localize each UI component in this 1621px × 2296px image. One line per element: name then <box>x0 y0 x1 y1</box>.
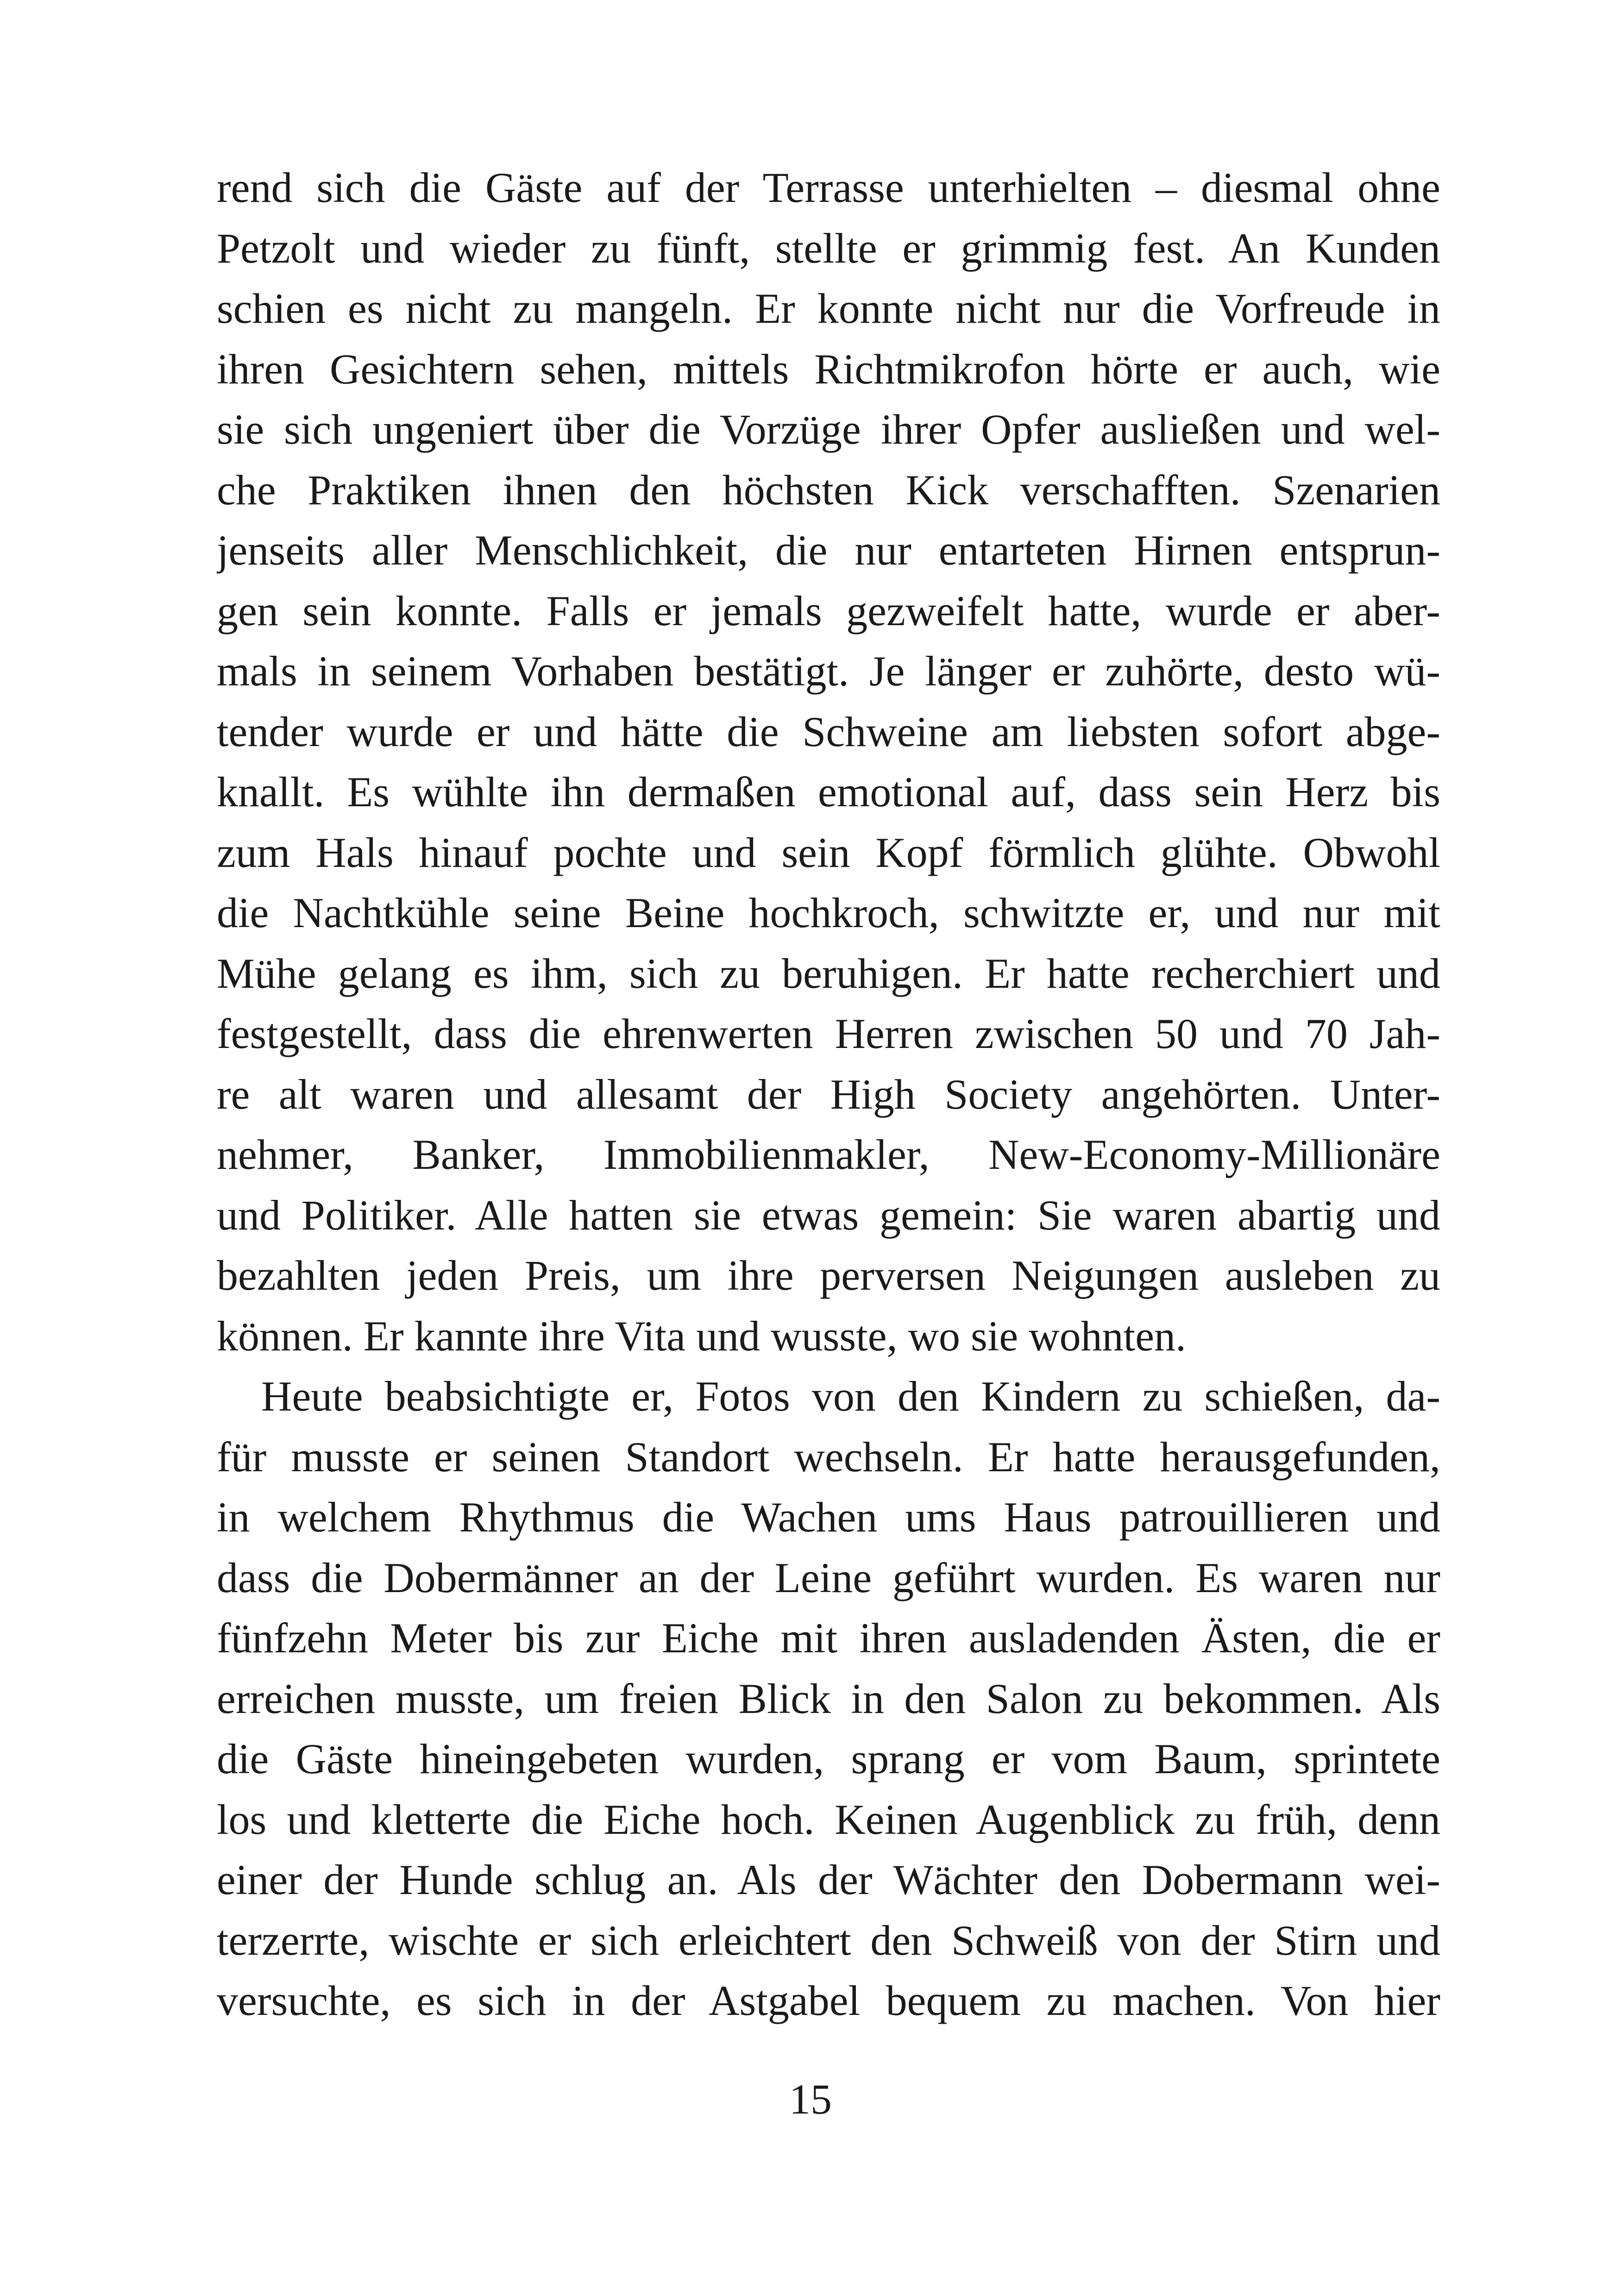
body-text <box>217 157 1440 2031</box>
text-line: in welchem Rhythmus die Wachen ums Haus patrouillieren und <box>217 1493 1440 1541</box>
text-line: für musste er seinen Standort wechseln. Er hatte herausgefunden, <box>217 1433 1440 1480</box>
text-line: sie sich ungeniert über die Vorzüge ihrer Opfer ausließen und wel- <box>217 406 1440 453</box>
text-line: versuchte, es sich in der Astgabel bequem zu machen. Von hier <box>217 1977 1440 2024</box>
text-line: jenseits aller Menschlichkeit, die nur entarteten Hirnen entsprun- <box>217 527 1440 574</box>
text-line: terzerrte, wischte er sich erleichtert den Schweiß von der Stirn und <box>217 1916 1440 1964</box>
text-line: nehmer, Banker, Immobilienmakler, New-Economy-Millionäre <box>217 1131 1440 1178</box>
text-line: schien es nicht zu mangeln. Er konnte nicht nur die Vorfreude in <box>217 285 1440 332</box>
text-line: bezahlten jeden Preis, um ihre perversen Neigungen ausleben zu <box>217 1252 1440 1299</box>
text-line: dass die Dobermänner an der Leine geführt wurden. Es waren nur <box>217 1554 1440 1601</box>
text-line: gen sein konnte. Falls er jemals gezweifelt hatte, wurde er aber- <box>217 587 1440 634</box>
text-line: re alt waren und allesamt der High Society angehörten. Unter- <box>217 1070 1440 1118</box>
text-line: los und kletterte die Eiche hoch. Keinen Augenblick zu früh, denn <box>217 1795 1440 1843</box>
text-line: Mühe gelang es ihm, sich zu beruhigen. Er hatte recherchiert und <box>217 949 1440 997</box>
text-line: mals in seinem Vorhaben bestätigt. Je länger er zuhörte, desto wü- <box>217 647 1440 695</box>
text-line: erreichen musste, um freien Blick in den Salon zu bekommen. Als <box>217 1675 1440 1722</box>
text-line: fünfzehn Meter bis zur Eiche mit ihren ausladenden Ästen, die er <box>217 1614 1440 1662</box>
text-line: ihren Gesichtern sehen, mittels Richtmikrofon hörte er auch, wie <box>217 345 1440 393</box>
text-line: zum Hals hinauf pochte und sein Kopf förmlich glühte. Obwohl <box>217 828 1440 876</box>
text-line: Petzolt und wieder zu fünft, stellte er grimmig fest. An Kunden <box>217 224 1440 272</box>
text-line: einer der Hunde schlug an. Als der Wächter den Dobermann wei- <box>217 1856 1440 1903</box>
page-number: 15 <box>789 2076 832 2123</box>
text-line: können. Er kannte ihre Vita und wusste, wo sie wohnten. <box>217 1312 1187 1360</box>
text-line: die Gäste hineingebeten wurden, sprang er vom Baum, sprintete <box>217 1735 1440 1782</box>
text-line: festgestellt, dass die ehrenwerten Herren zwischen 50 und 70 Jah- <box>217 1010 1440 1057</box>
text-line: che Praktiken ihnen den höchsten Kick verschafften. Szenarien <box>217 466 1440 514</box>
text-line: tender wurde er und hätte die Schweine am liebsten sofort abge- <box>217 708 1440 755</box>
text-line: Heute beabsichtigte er, Fotos von den Kindern zu schießen, da- <box>261 1373 1440 1420</box>
text-line: und Politiker. Alle hatten sie etwas gemein: Sie waren abartig und <box>217 1191 1440 1239</box>
text-line: knallt. Es wühlte ihn dermaßen emotional auf, dass sein Herz bis <box>217 768 1440 816</box>
text-line: rend sich die Gäste auf der Terrasse unterhielten – diesmal ohne <box>217 164 1440 211</box>
text-line: die Nachtkühle seine Beine hochkroch, schwitzte er, und nur mit <box>217 889 1440 936</box>
